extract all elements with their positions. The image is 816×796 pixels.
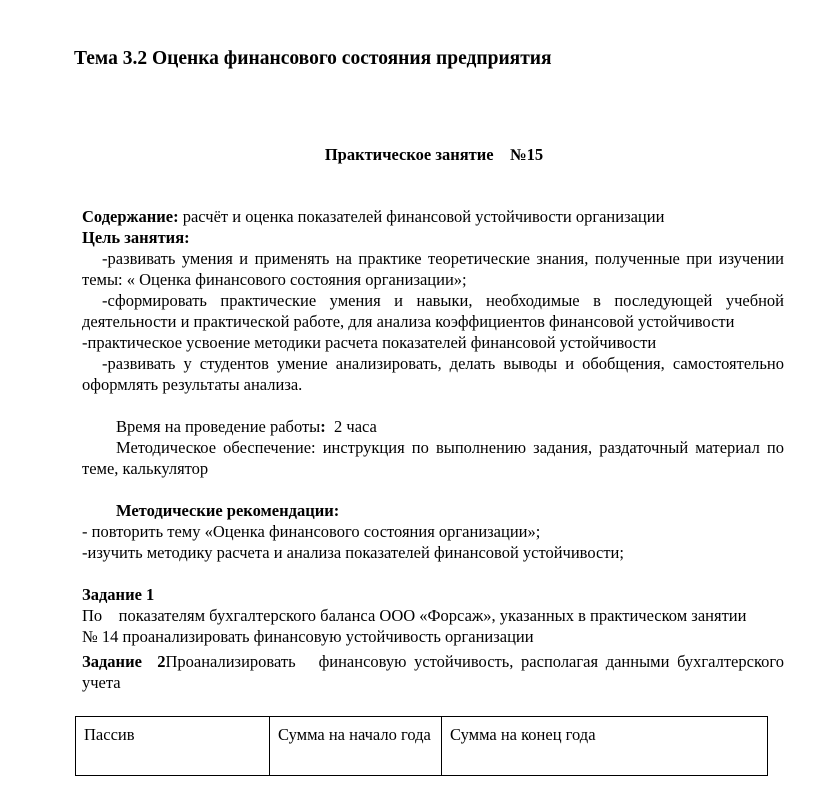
spacer [82, 395, 784, 416]
goal-label: Цель занятия: [82, 228, 190, 247]
content-label: Содержание: [82, 207, 179, 226]
table-row [76, 717, 768, 776]
task2-text: Проанализировать финансовую устойчивость, располагая данными бухгалтерского учета [82, 652, 789, 692]
task1-label: Задание 1 [82, 585, 155, 604]
recommendation-item-1: - повторить тему «Оценка финансового состояния организации»; [82, 522, 541, 541]
task1-text: По показателям бухгалтерского баланса ООО «Форсаж», указанных в практическом занятии № 14 проанализировать финансовую устойчивость организации [82, 606, 751, 646]
time-line [82, 416, 784, 437]
recommendations-label-line [82, 500, 784, 521]
content-text: расчёт и оценка показателей финансовой устойчивости организации [178, 207, 665, 226]
task2-label: Задание 2 [82, 652, 166, 671]
spacer [82, 563, 784, 584]
recommendations-label: Методические рекомендации: [116, 501, 340, 520]
table-header-liabilities: Пассив [76, 717, 270, 776]
lesson-subtitle-text: Практическое занятие №15 [324, 145, 544, 164]
lesson-subtitle [0, 145, 816, 165]
support-line: Методическое обеспечение: инструкция по выполнению задания, раздаточный материал по теме, калькулятор [82, 438, 784, 478]
table-header-start-of-year: Сумма на начало года [270, 717, 442, 776]
time-label: Время на проведение работы [116, 417, 321, 436]
topic-title: Тема 3.2 Оценка финансового состояния предприятия [74, 48, 552, 69]
task1-label-line [82, 584, 784, 605]
goal-item-3: -практическое усвоение методики расчета показателей финансовой устойчивости [82, 333, 657, 352]
goal-item-4: -развивать у студентов умение анализировать, делать выводы и обобщения, самостоятельно оформлять результаты анализа. [82, 354, 784, 394]
spacer [82, 479, 784, 500]
liabilities-table [75, 716, 768, 776]
time-colon: : [320, 417, 326, 436]
table-header-end-of-year: Сумма на конец года [442, 717, 768, 776]
task2-line [82, 651, 789, 693]
content-line [82, 206, 784, 227]
goal-item-2: -сформировать практические умения и навыки, необходимые в последующей учебной деятельности и практической работе, для анализа коэффициентов финансовой устойчивости [82, 291, 784, 331]
goal-label-line [82, 227, 784, 248]
document-body [82, 206, 789, 693]
goal-item-1: -развивать умения и применять на практике теоретические знания, полученные при изучении темы: « Оценка финансового состояния организации»; [82, 249, 784, 289]
time-value: 2 часа [325, 417, 377, 436]
recommendation-item-2: -изучить методику расчета и анализа показателей финансовой устойчивости; [82, 543, 624, 562]
